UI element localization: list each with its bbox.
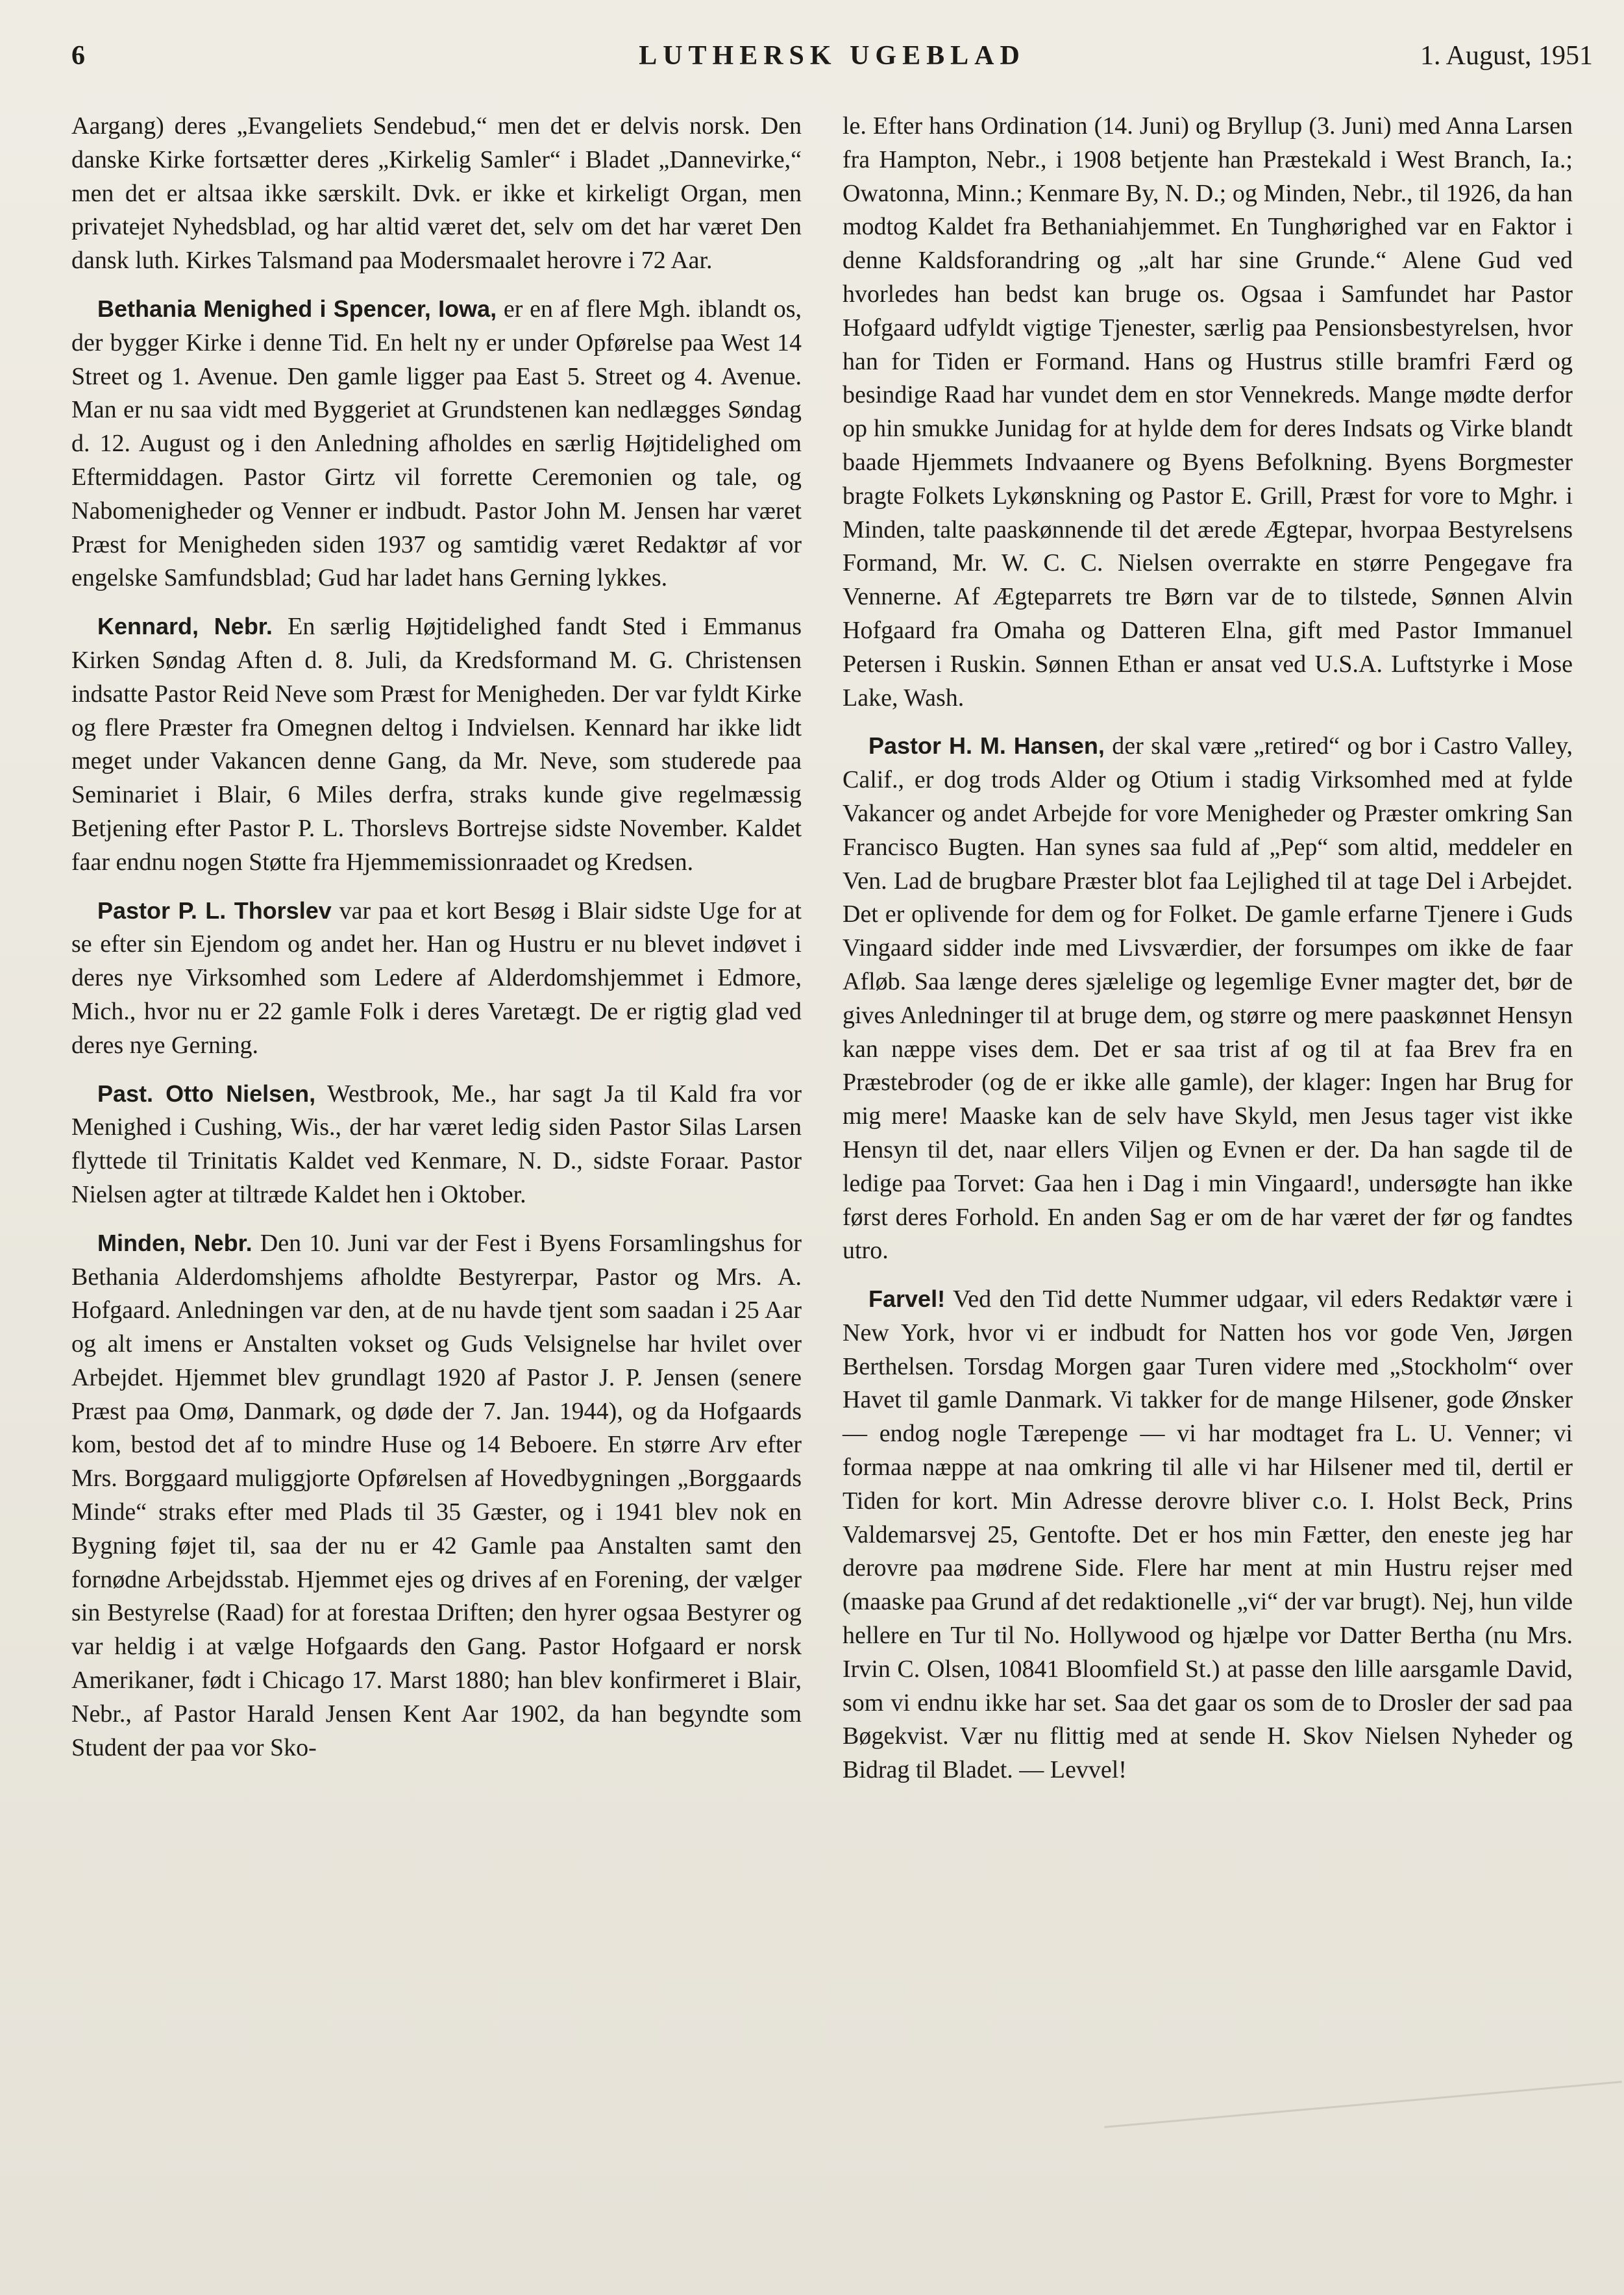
article-heading: Bethania Menighed i Spencer, Iowa, xyxy=(97,295,497,322)
article-heading: Kennard, Nebr. xyxy=(97,613,273,640)
article-bethania-spencer: Bethania Menighed i Spencer, Iowa, er en af flere Mgh. iblandt os, der bygger Kirke i denne Tid. En helt ny er under Opførelse paa West 14 Street og 1. Avenue. Den gamle ligger paa East 5. Street og 4. Avenue. Man er nu saa vidt med Byggeriet at Grundstenen kan nedlægges Søndag d. 12. August og i den Anledning afholdes en særlig Højtidelighed om Eftermiddagen. Pastor Girtz vil forrette Ceremonien og tale, og Nabomenigheder og Venner er indbudt. Pastor John M. Jensen har været Præst for Menigheden siden 1937 og samtidig været Redaktør af vor engelske Samfundsblad; Gud har ladet hans Gerning lykkes. xyxy=(71,295,802,592)
article-minden: Minden, Nebr. Den 10. Juni var der Fest i Byens Forsamlingshus for Bethania Alderdomshjems afholdte Bestyrerpar, Pastor og Mrs. A. Hofgaard. Anledningen var den, at de nu havde tjent som saadan i 25 Aar og alt imens er Anstalten vokset og Guds Velsignelse har hvilet over Arbejdet. Hjemmet blev grundlagt 1920 af Pastor J. P. Jensen (senere Præst paa Omø, Danmark, og døde der 7. Jan. 1944), og da Hofgaards kom, bestod det af to mindre Huse og 14 Beboere. En større Arv efter Mrs. Borggaard muliggjorte Opførelsen af Hovedbygningen „Borggaards Minde“ straks efter med Plads til 35 Gæster, og i 1941 blev nok en Bygning føjet til, saa der nu er 42 Gamle paa Anstalten samt den fornødne Arbejdsstab. Hjemmet ejes og drives af en Forening, der vælger sin Bestyrelse (Raad) for at forestaa Driften; den hyrer ogsaa Bestyrer og var heldig i at vælge Hofgaards den Gang. Pastor Hofgaard er norsk Amerikaner, født i Chicago 17. Marst 1880; han blev konfirmeret i Blair, Nebr., af Pastor Harald Jensen Kent Aar 1902, da han begyndte som Student der paa vor Sko- xyxy=(71,1229,802,1761)
right-column xyxy=(843,109,1573,1802)
article-thorslev: Pastor P. L. Thorslev var paa et kort Besøg i Blair sidste Uge for at se efter sin Ejendom og andet her. Han og Hustru er nu blevet indøvet i deres nye Virksomhed som Ledere af Alderdomshjemmet i Edmore, Mich., hvor nu er 22 gamle Folk i deres Varetægt. De er rigtig glad ved deres nye Gerning. xyxy=(71,897,802,1059)
article-heading: Pastor P. L. Thorslev xyxy=(97,897,332,924)
article-farvel: Farvel! Ved den Tid dette Nummer udgaar, vil eders Redaktør være i New York, hvor vi er indbudt for Natten hos vor gode Ven, Jørgen Berthelsen. Torsdag Morgen gaar Turen videre med „Stockholm“ over Havet til gamle Danmark. Vi takker for de mange Hilsener, gode Ønsker — endog nogle Tærepenge — vi har modtaget fra L. U. Venner; vi formaa næppe at naa omkring til alle vi har Hilsener med til, dertil er Tiden for kort. Min Adresse derovre bliver c.o. I. Holst Beck, Prins Valdemarsvej 25, Gentofte. Det er hos min Fætter, den eneste jeg har derovre paa mødrene Side. Flere har ment at min Hustru rejser med (maaske paa Grund af det redaktionelle „vi“ der var brugt). Nej, hun vilde hellere en Tur til No. Hollywood og hjælpe vor Datter Bertha (nu Mrs. Irvin C. Olsen, 10841 Bloomfield St.) at passe den lille aarsgamle David, som vi endnu ikke har set. Saa det gaar os som de to Drosler der sad paa Bøgekvist. Vær nu flittig med at sende H. Skov Nielsen Nyheder og Bidrag til Bladet. — Levvel! xyxy=(843,1285,1573,1784)
article-heading: Past. Otto Nielsen, xyxy=(97,1080,316,1107)
article-otto-nielsen: Past. Otto Nielsen, Westbrook, Me., har sagt Ja til Kald fra vor Menighed i Cushing, Wis., der har været ledig siden Pastor Silas Larsen flyttede til Trinitatis Kaldet ved Kenmare, N. D., sidste Foraar. Pastor Nielsen agter at tiltræde Kaldet hen i Oktober. xyxy=(71,1080,802,1208)
article-hm-hansen: Pastor H. M. Hansen, der skal være „retired“ og bor i Castro Valley, Calif., er dog trods Alder og Otium i stadig Virksomhed med at fylde Vakancer og andet Arbejde for vore Menigheder og Præster omkring San Francisco Bugten. Han synes saa fuld af „Pep“ som altid, meddeler en Ven. Lad de brugbare Præster blot faa Lejlighed til at tage Del i Arbejdet. Det er oplivende for dem og for Folket. De gamle erfarne Tjenere i Guds Vingaard sidder inde med Livsværdier, der forsumpes om ikke de faar Afløb. Saa længe deres sjælelige og legemlige Evner magter det, bør de gives Anledninger til at bruge dem, og større og mere paaskønnet Hensyn kan næppe vises dem. Det er saa trist af og til at faa Brev fra en Præstebroder (og de er ikke alle gamle), der klager: Ingen har Brug for mig mere! Maaske kan de selv have Skyld, men Jesus tager vist ikke Hensyn til det, naar ellers Viljen og Evnen er der. Da han sagde til de ledige paa Torvet: Gaa hen i Dag i min Vingaard!, undersøgte han ikke først deres Forhold. En anden Sag er om de har været der før og fandtes utro. xyxy=(843,732,1573,1265)
article-continuation: Aargang) deres „Evangeliets Sendebud,“ men det er delvis norsk. Den danske Kirke fortsætter deres „Kirkelig Samler“ i Bladet „Dannevirke,“ men det er altsaa ikke særskilt. Dvk. er ikke et kirkeligt Organ, men privatejet Nyhedsblad, og har altid været det, selv om det har været Den dansk luth. Kirkes Talsmand paa Modersmaalet herovre i 72 Aar. xyxy=(71,112,802,275)
paper-fold-crease xyxy=(1104,2081,1621,2128)
page-number: 6 xyxy=(71,41,85,71)
article-heading: Minden, Nebr. xyxy=(97,1229,252,1256)
newspaper-title: LUTHERSK UGEBLAD xyxy=(639,41,1026,71)
left-column xyxy=(71,109,802,1779)
issue-date: 1. August, 1951 xyxy=(1420,41,1593,71)
page-header xyxy=(71,40,1593,86)
article-minden-continued: le. Efter hans Ordination (14. Juni) og Bryllup (3. Juni) med Anna Larsen fra Hampton, Nebr., i 1908 betjente han Præstekald i West Branch, Ia.; Owatonna, Minn.; Kenmare By, N. D.; og Minden, Nebr., til 1926, da han modtog Kaldet fra Bethaniahjemmet. En Tunghørighed var en Faktor i denne Kaldsforandring og „alt har sine Grunde.“ Alene Gud ved hvorledes han bedst kan bruge os. Ogsaa i Samfundet har Pastor Hofgaard udfyldt vigtige Tjenester, særlig paa Pensionsbestyrelsen, hvor han for Tiden er Formand. Hans og Hustrus stille bramfri Færd og besindige Raad har vundet dem en stor Vennekreds. Mange mødte derfor op hin smukke Junidag for at hylde dem for deres Indsats og Virke blandt baade Hjemmets Indvaanere og Byens Befolkning. Byens Borgmester bragte Folkets Lykønskning og Pastor E. Grill, Præst for vore to Mghr. i Minden, talte paaskønnende til det ærede Ægtepar, hvorpaa Bestyrelsens Formand, Mr. W. C. C. Nielsen overrakte en større Pengegave fra Vennerne. Af Ægteparrets tre Børn var de to tilstede, Sønnen Alvin Hofgaard fra Omaha og Datteren Elna, gift med Pastor Immanuel Petersen i Ruskin. Sønnen Ethan er ansat ved U.S.A. Luftstyrke i Mose Lake, Wash. xyxy=(843,112,1573,712)
article-heading: Farvel! xyxy=(868,1285,946,1313)
article-kennard: Kennard, Nebr. En særlig Højtidelighed fandt Sted i Emmanus Kirken Søndag Aften d. 8. Juli, da Kredsformand M. G. Christensen indsatte Pastor Reid Neve som Præst for Menigheden. Der var fyldt Kirke og flere Præster fra Omegnen deltog i Indvielsen. Kennard har ikke lidt meget under Vakancen denne Gang, da Mr. Neve, som studerede paa Seminariet i Blair, 6 Miles derfra, straks kunde give regelmæssig Betjening efter Pastor P. L. Thorslevs Bortrejse sidste November. Kaldet faar endnu nogen Støtte fra Hjemmemissionraadet og Kredsen. xyxy=(71,613,802,876)
article-heading: Pastor H. M. Hansen, xyxy=(868,732,1105,760)
